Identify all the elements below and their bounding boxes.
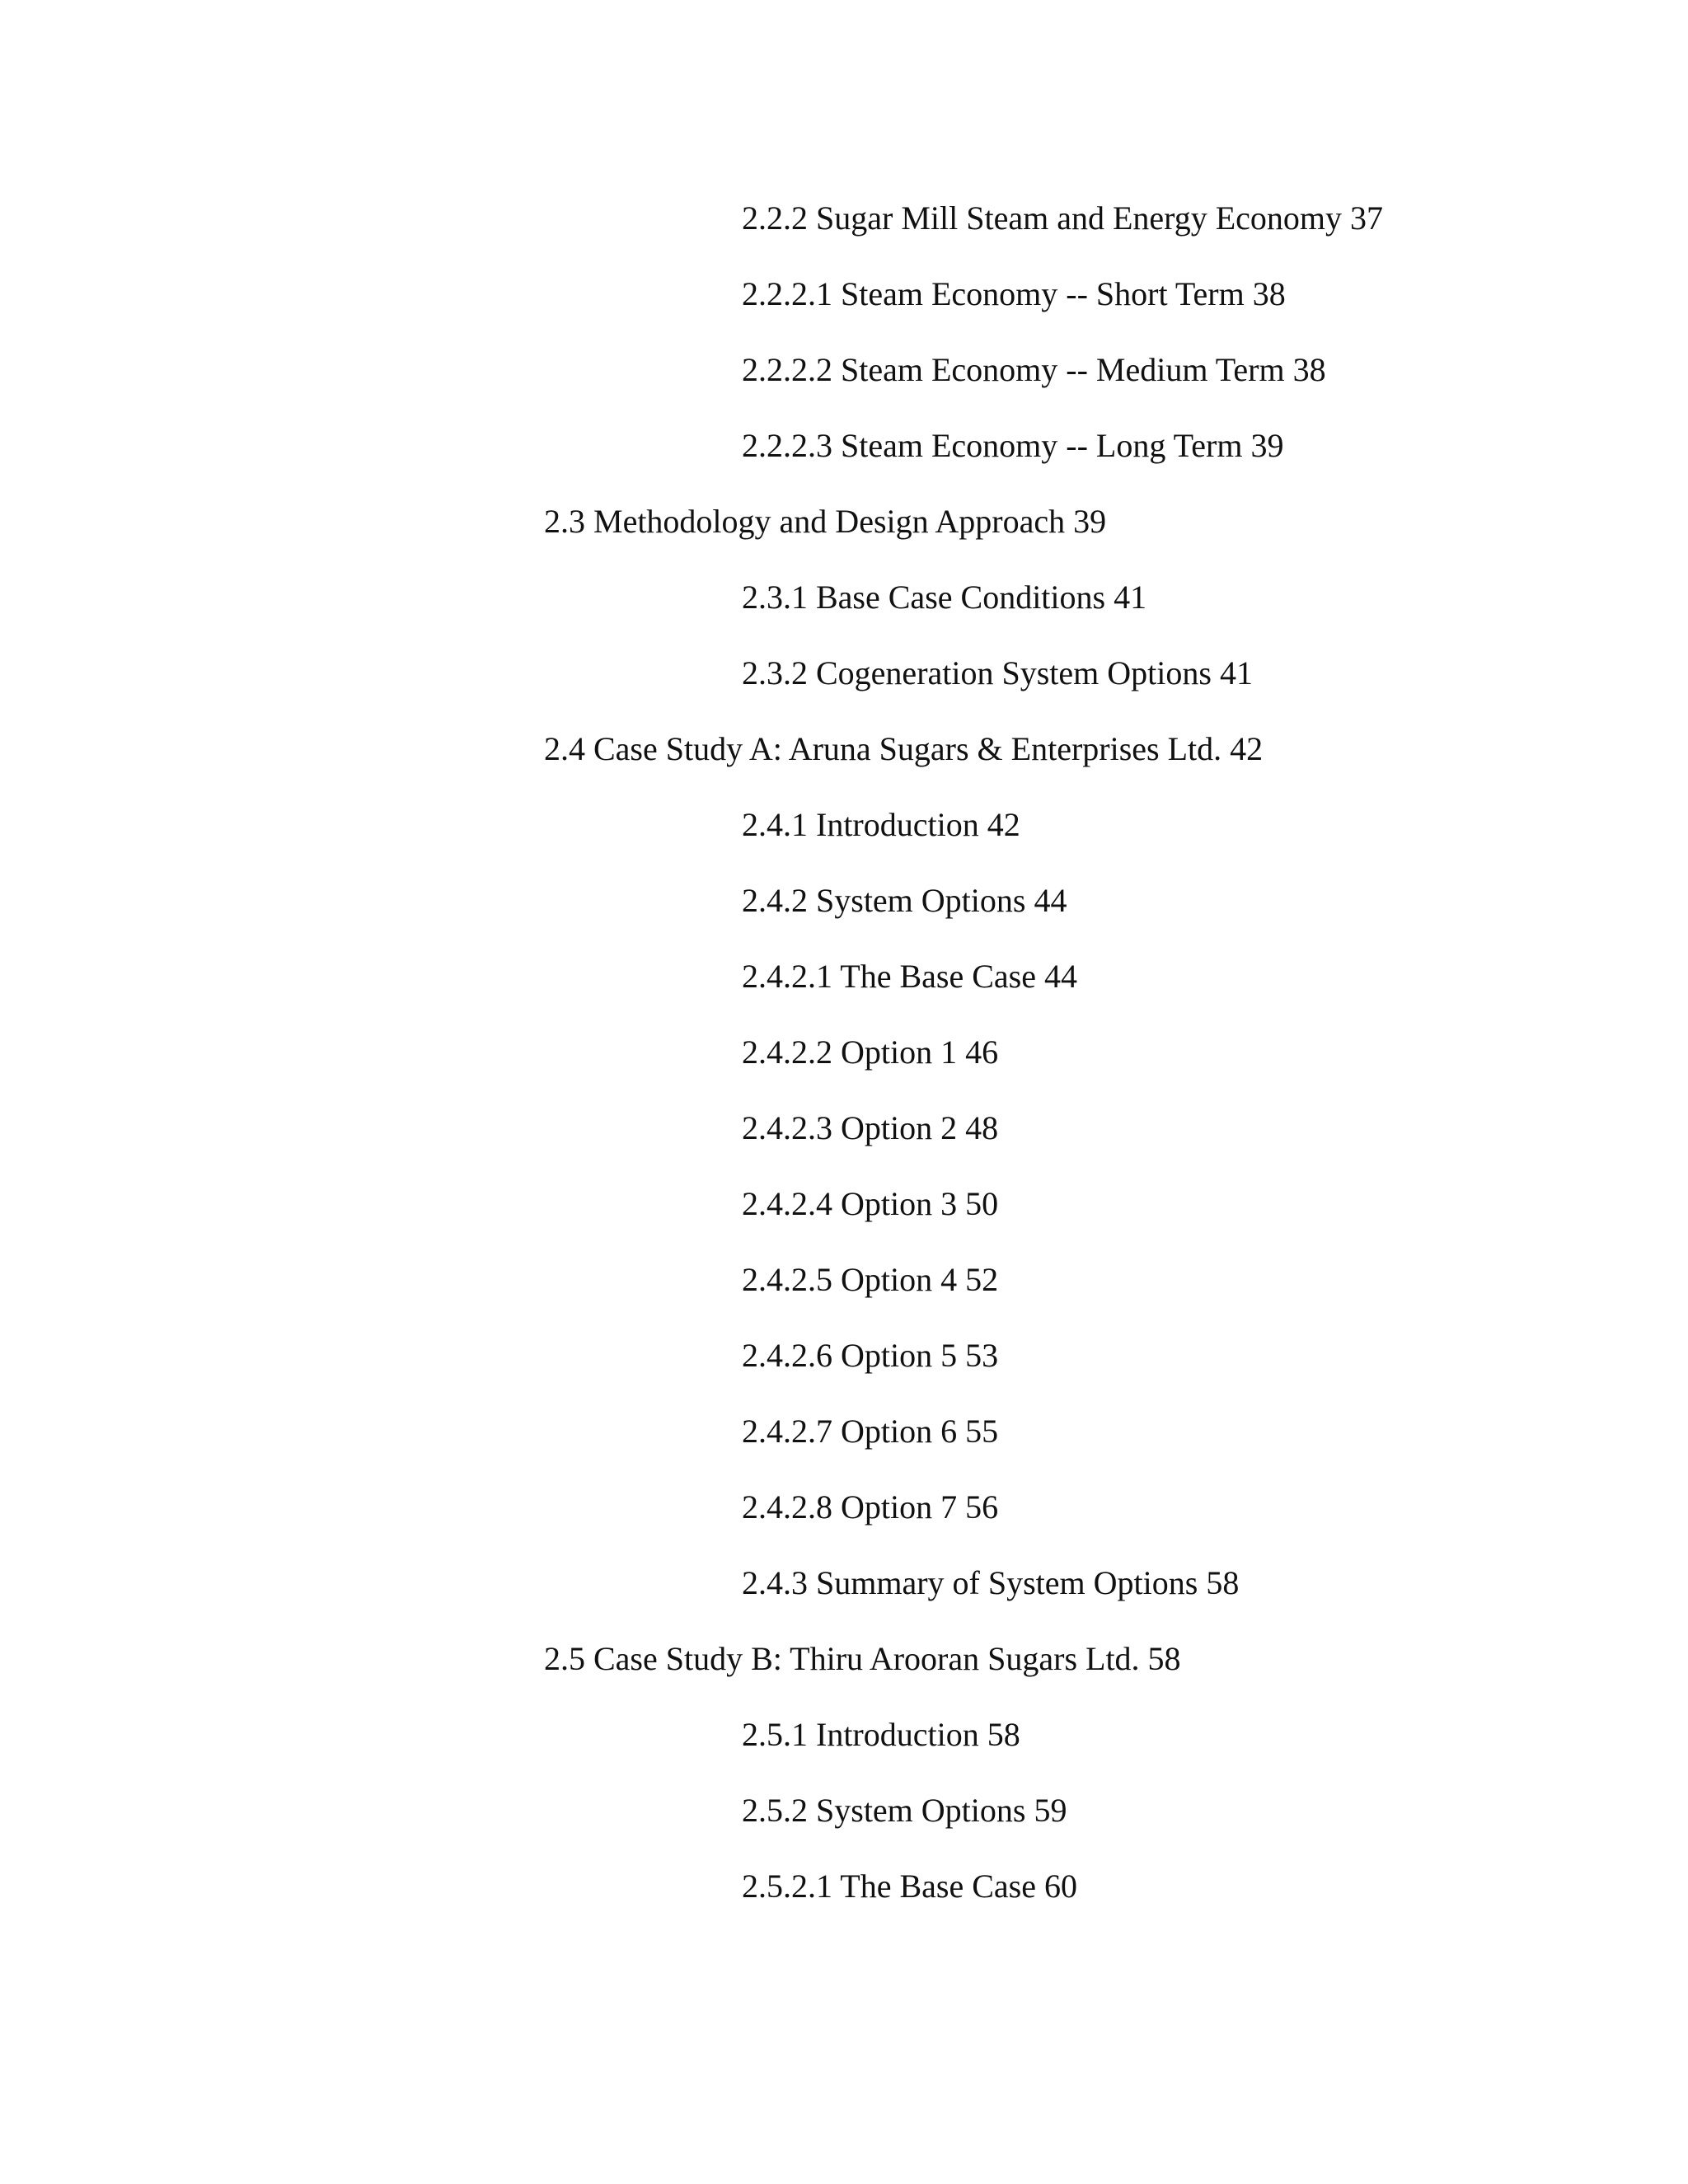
toc-entry: 2.4.2.2 Option 1 46	[742, 1033, 999, 1071]
toc-entry: 2.4.3 Summary of System Options 58	[742, 1564, 1240, 1601]
toc-entry: 2.5.1 Introduction 58	[742, 1716, 1020, 1753]
toc-entry: 2.4.2.6 Option 5 53	[742, 1337, 999, 1374]
toc-entry: 2.4.2.1 The Base Case 44	[742, 958, 1077, 995]
toc-entry: 2.4.2.4 Option 3 50	[742, 1185, 999, 1222]
toc-entry: 2.5.2.1 The Base Case 60	[742, 1868, 1077, 1905]
toc-entry: 2.3 Methodology and Design Approach 39	[544, 503, 1107, 540]
toc-entry: 2.2.2 Sugar Mill Steam and Energy Economy 37	[742, 199, 1384, 237]
toc-entry: 2.4.2 System Options 44	[742, 882, 1067, 919]
toc-entry: 2.4.2.8 Option 7 56	[742, 1488, 999, 1526]
toc-entry: 2.4.1 Introduction 42	[742, 806, 1020, 843]
toc-entry: 2.2.2.2 Steam Economy -- Medium Term 38	[742, 351, 1326, 388]
toc-entry: 2.2.2.3 Steam Economy -- Long Term 39	[742, 427, 1284, 464]
toc-entry: 2.4.2.7 Option 6 55	[742, 1413, 999, 1450]
toc-entry: 2.5.2 System Options 59	[742, 1792, 1067, 1829]
toc-entry: 2.4.2.5 Option 4 52	[742, 1261, 999, 1298]
toc-entry: 2.2.2.1 Steam Economy -- Short Term 38	[742, 275, 1286, 312]
toc-entry: 2.3.1 Base Case Conditions 41	[742, 579, 1147, 616]
toc-entry: 2.5 Case Study B: Thiru Arooran Sugars Ltd. 58	[544, 1640, 1181, 1677]
toc-entry: 2.3.2 Cogeneration System Options 41	[742, 654, 1253, 691]
toc-entry: 2.4 Case Study A: Aruna Sugars & Enterprises Ltd. 42	[544, 730, 1264, 767]
toc-entry: 2.4.2.3 Option 2 48	[742, 1109, 999, 1146]
